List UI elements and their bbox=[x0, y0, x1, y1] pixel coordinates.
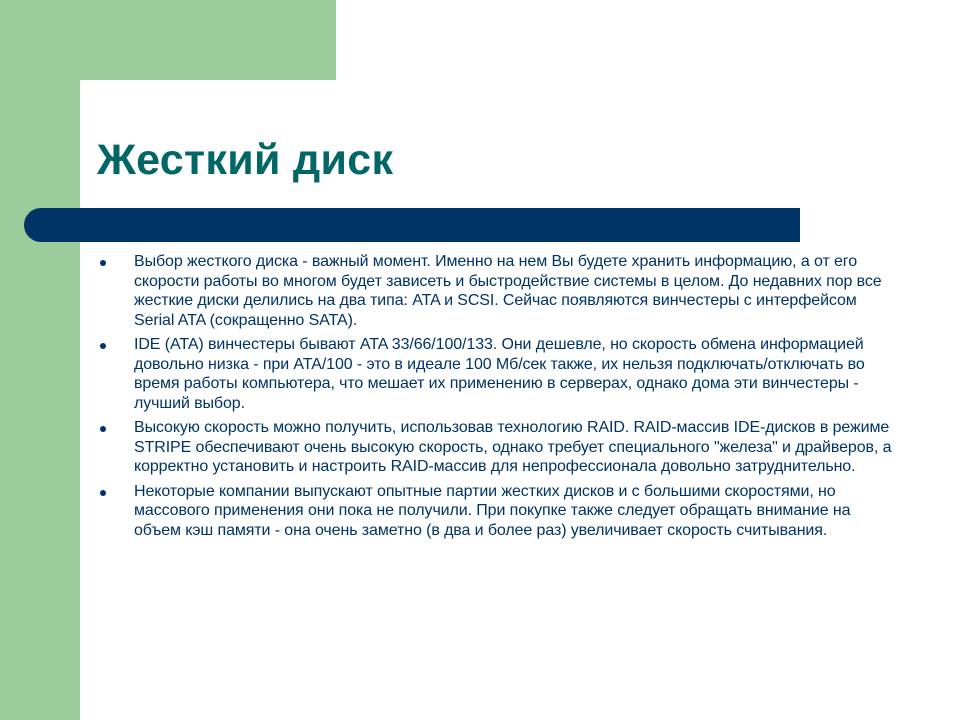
bullet-dot-icon bbox=[100, 490, 106, 496]
bullet-text: Некоторые компании выпускают опытные партии жестких дисков и с большими скоростями, но массового применения они пока не получили. При покупке также следует обращать внимание на объем кэш памяти - она очень заметно (в два и более раз) увеличивает скорость считывания. bbox=[134, 482, 851, 539]
slide-title: Жесткий диск bbox=[97, 136, 394, 184]
bullet-dot-icon bbox=[100, 343, 106, 349]
bullet-dot-icon bbox=[100, 426, 106, 432]
bullet-text: Высокую скорость можно получить, использовав технологию RAID. RAID-массив IDE-дисков в режиме STRIPE обеспечивают очень высокую скорость, однако требует специального "железа" и драйверов, а корректно установить и настроить RAID-массив для непрофессионала довольно затруднительно. bbox=[134, 419, 892, 475]
decorative-title-underline-bar bbox=[24, 208, 800, 242]
bullet-item bbox=[96, 418, 896, 477]
bullet-text: Выбор жесткого диска - важный момент. Именно на нем Вы будете хранить информацию, а от его скорости работы во многом будет зависеть и быстродействие системы в целом. До недавних пор все жесткие диски делились на два типа: ATA и SCSI. Сейчас появляются винчестеры с интерфейсом Serial ATA (сокращенно SATA). bbox=[134, 253, 882, 329]
bullet-item bbox=[96, 252, 896, 330]
bullet-item bbox=[96, 335, 896, 413]
decorative-bar-stub bbox=[40, 225, 66, 242]
bullet-dot-icon bbox=[100, 260, 106, 266]
bullet-list bbox=[96, 252, 896, 545]
bullet-item bbox=[96, 482, 896, 541]
bullet-text: IDE (ATA) винчестеры бывают ATA 33/66/100/133. Они дешевле, но скорость обмена информацией довольно низка - при ATA/100 - это в идеале 100 Мб/сек также, их нельзя подключать/отключать во время работы компьютера, что мешает их применению в серверах, однако дома эти винчестеры - лучший выбор. bbox=[134, 336, 865, 412]
decorative-green-top-band bbox=[0, 0, 336, 80]
decorative-green-side-band bbox=[0, 0, 80, 720]
